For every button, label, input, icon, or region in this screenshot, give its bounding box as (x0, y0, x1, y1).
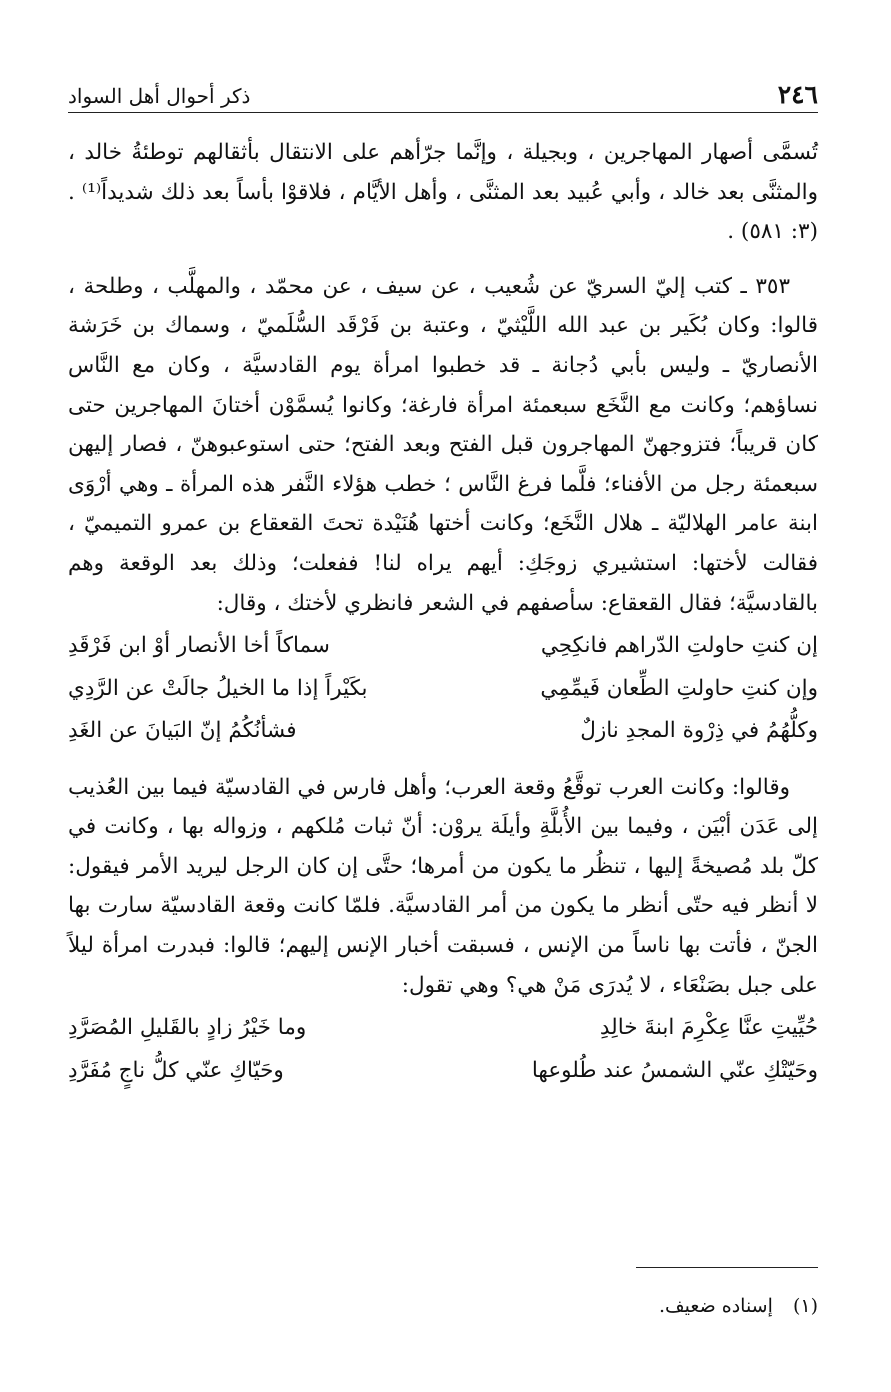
verse-second-hemistich: وحَيّاكِ عنّي كلُّ ناجٍ مُفَرَّدِ (68, 1057, 284, 1083)
verse-first-hemistich: حُيِّيتِ عنَّا عِكْرِمَ ابنةَ خالِدِ (599, 1015, 818, 1041)
verse-first-hemistich: وكلُّهُمُ في ذِرْوة المجدِ نازلٌ (580, 718, 818, 744)
footnote-divider (636, 1267, 818, 1268)
verse-line (68, 625, 818, 668)
verse-second-hemistich: فشأنُكُمُ إنّ البَيانَ عن الغَدِ (68, 718, 297, 744)
verse-second-hemistich: سماكاً أخا الأنصار أوْ ابن فَرْقَدِ (68, 633, 330, 659)
verse-first-hemistich: وحَيّتْكِ عنّي الشمسُ عند طُلوعها (531, 1057, 818, 1083)
footnote-text: إسناده ضعيف. (658, 1295, 773, 1317)
verse-line (68, 668, 818, 711)
verse-second-hemistich: بكَيْراً إذا ما الخيلُ جالَتْ عن الرَّدِي (68, 675, 368, 701)
page (68, 0, 818, 1392)
paragraph-3: وقالوا: وكانت العرب توقَّعُ وقعة العرب؛ وأهل فارس في القادسيّة فيما بين العُذيب إلى عَدَن أبْيَن ، وفيما بين الأُبلَّةِ وأيلَة يروْن: أنّ ثبات مُلكهم ، وزواله بها ، وكانت في كلّ بلد مُصيخةً إليها ، تنظُر ما يكون من أمرها؛ حتَّى إن كان الرجل ليريد الأمر فيقول: لا أنظر فيه حتّى أنظر ما يكون من أمر القادسيَّة. فلمّا كانت وقعة القادسيّة سارت بها الجنّ ، فأتت بها ناساً من الإنس ، فسبقت أخبار الإنس إليهم؛ قالوا: فبدرت امرأة ليلاً على جبل بصَنْعَاء ، لا يُدرَى مَنْ هي؟ وهي تقول: (68, 774, 818, 998)
body-text (68, 133, 818, 1092)
poem-2 (68, 1007, 818, 1092)
footnote-marker: (١) (792, 1295, 818, 1317)
poem-1 (68, 625, 818, 753)
verse-line (68, 1050, 818, 1093)
paragraph-2: ٣٥٣ ـ كتب إليّ السريّ عن شُعيب ، عن سيف ، عن محمّد ، والمهلَّب ، وطلحة ، قالوا: وكان بُكَير بن عبد الله اللَّيْثيّ ، وعتبة بن فَرْقَد السُّلَميّ ، وسماك بن خَرَشة الأنصاريّ ـ وليس بأبي دُجانة ـ قد خطبوا امرأة يوم القادسيَّة ، وكان مع النَّاس نساؤهم؛ وكانت مع النَّخَع سبعمئة امرأة فارغة؛ وكانوا يُسمَّوْن أختانَ المهاجرين حتى كان قريباً؛ فتزوجهنّ المهاجرون قبل الفتح وبعد الفتح؛ حتى استوعبوهنّ ، فصار إليهن سبعمئة رجل من الأفناء؛ فلَّما فرغ النَّاس ؛ خطب هؤلاء النَّفر هذه المرأة ـ وهي أرْوَى ابنة عامر الهلاليّة ـ هلال النَّخَع؛ وكانت أختها هُنَيْدة تحتَ القعقاع بن عمرو التميميّ ، فقالت لأختها: استشيري زوجَكِ: أيهم يراه لنا! ففعلت؛ وذلك بعد الوقعة وهم بالقادسيَّة؛ فقال القعقاع: سأصفهم في الشعر فانظري لأختك ، وقال: (68, 273, 818, 616)
verse-line (68, 1007, 818, 1050)
paragraph-1: تُسمَّى أصهار المهاجرين ، وبجيلة ، وإنَّما جرّأهم على الانتقال بأثقالهم توطئةُ خالد ، والمثنَّى بعد خالد ، وأبي عُبيد بعد المثنَّى ، وأهل الأيَّام ، فلاقوْا بأساً بعد ذلك شديداً⁽¹⁾ . (٣: ٥٨١) . (68, 140, 818, 245)
section-title: ذكر أحوال أهل السواد (68, 84, 251, 108)
running-head (68, 78, 818, 113)
verse-first-hemistich: وإن كنتِ حاولتِ الطِّعان فَيمِّمِي (540, 675, 818, 701)
page-number: ٢٤٦ (777, 80, 818, 109)
verse-line (68, 710, 818, 753)
footnote (659, 1291, 818, 1321)
verse-first-hemistich: إن كنتِ حاولتِ الدّراهم فانكِحِي (540, 633, 818, 659)
verse-second-hemistich: وما خَيْرُ زادٍ بالقَليلِ المُصَرَّدِ (68, 1015, 307, 1041)
